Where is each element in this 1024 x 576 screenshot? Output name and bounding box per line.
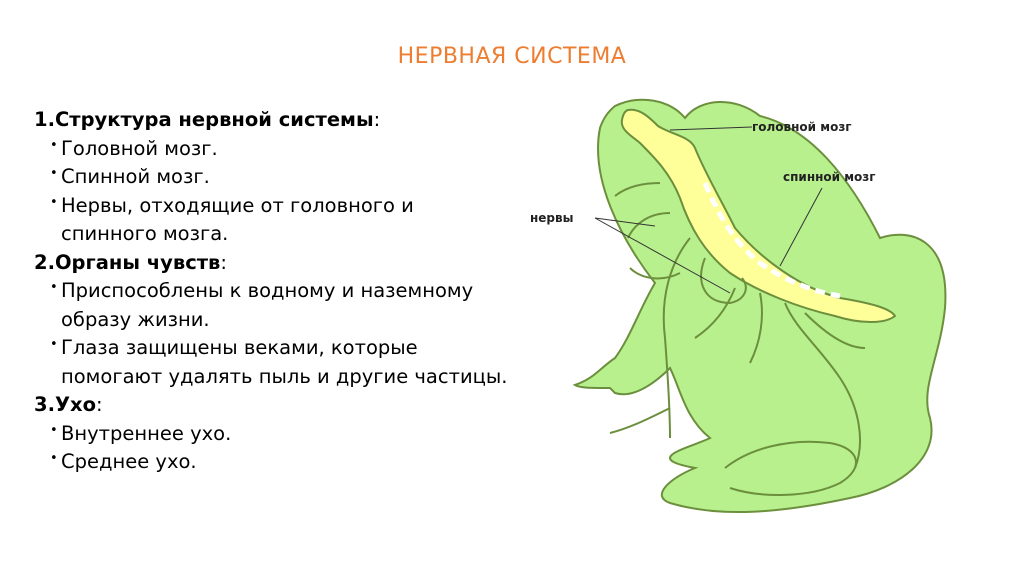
list-item: • Головной мозг. — [61, 135, 514, 164]
slide-title: НЕРВНАЯ СИСТЕМА — [397, 44, 627, 69]
label-spinal-cord: спинной мозг — [783, 170, 876, 184]
label-nerves: нервы — [530, 211, 574, 225]
list-item: • Приспособлены к водному и наземному образу жизни. — [61, 277, 514, 334]
section-senses — [34, 249, 514, 392]
section-heading: 1.Структура нервной системы: — [34, 108, 381, 131]
bullet-list — [34, 420, 514, 477]
list-item: • Нервы, отходящие от головного и спинного мозга. — [61, 192, 514, 249]
list-item: • Внутреннее ухо. — [61, 420, 514, 449]
list-item: • Среднее ухо. — [61, 448, 514, 477]
section-structure — [34, 106, 514, 249]
section-heading: 2.Органы чувств: — [34, 250, 227, 274]
text-content — [34, 106, 514, 477]
frog-nervous-system-diagram — [520, 88, 1000, 528]
section-ear — [34, 391, 514, 477]
list-item: • Спинной мозг. — [61, 163, 514, 192]
label-brain: головной мозг — [752, 120, 852, 134]
list-item: • Глаза защищены веками, которые помогают удалять пыль и другие частицы. — [61, 334, 514, 391]
bullet-list — [34, 277, 514, 391]
section-heading: 3.Ухо: — [34, 393, 103, 416]
bullet-list — [34, 135, 514, 249]
